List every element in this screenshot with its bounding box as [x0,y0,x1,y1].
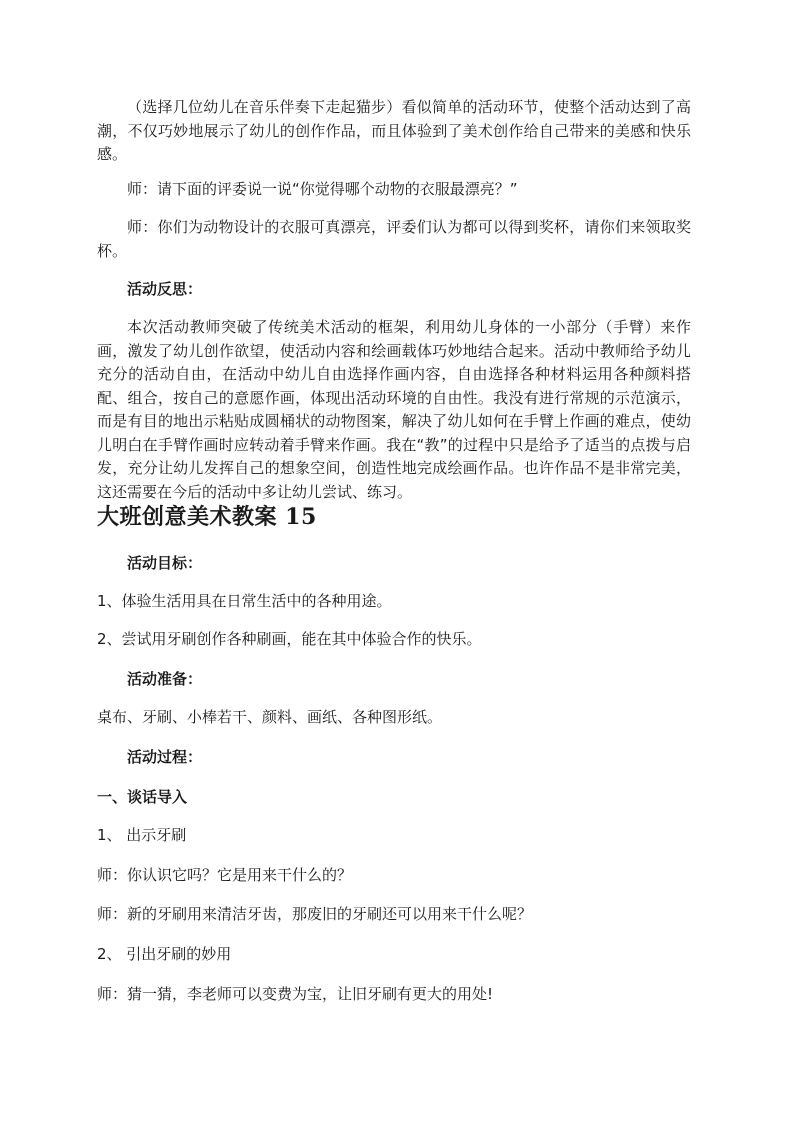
judges-question-paragraph: 师：请下面的评委说一说“你觉得哪个动物的衣服最漂亮？” [127,180,518,198]
teacher-question-3: 师：猜一猜，李老师可以变费为宝，让旧牙刷有更大的用处! [97,985,494,1003]
section-title: 大班创意美术教案 15 [97,504,317,530]
reflection-heading: 活动反思： [127,280,203,298]
step-1-2: 2、 引出牙刷的妙用 [97,945,232,963]
step-1-1: 1、 出示牙刷 [97,826,187,844]
preparation-heading: 活动准备： [127,670,203,688]
trophy-paragraph: 师：你们为动物设计的衣服可真漂亮，评委们认为都可以得到奖杯，请你们来领取奖杯。 [97,218,691,260]
goals-heading: 活动目标： [127,554,203,572]
intro-paragraph: （选择几位幼儿在音乐伴奏下走起猫步）看似简单的活动环节，使整个活动达到了高潮，不仅巧妙地展示了幼儿的创作作品，而且体验到了美术创作给自己带来的美感和快乐感。 [97,98,691,163]
process-heading: 活动过程： [127,748,203,766]
teacher-question-1: 师：你认识它吗？它是用来干什么的？ [97,866,353,884]
step-1-heading: 一、谈话导入 [97,788,188,806]
reflection-body: 本次活动教师突破了传统美术活动的框架，利用幼儿身体的一小部分（手臂）来作画，激发了幼儿创作欲望，使活动内容和绘画载体巧妙地结合起来。活动中教师给予幼儿充分的活动自由，在活动中幼儿自由选择作画内容，自由选择各种材料运用各种颜料搭配、组合，按自己的意愿作画，体现出活动环境的自由性。我没有进行常规的示范演示，而是有目的地出示粘贴成圆桶状的动物图案，解决了幼儿如何在手臂上作画的难点，使幼儿明白在手臂作画时应转动着手臂来作画。我在“教”的过程中只是给予了适当的点拨与启发，充分让幼儿发挥自己的想象空间，创造性地完成绘画作品。也许作品不是非常完美，这还需要在今后的活动中多让幼儿尝试、练习。 [97,318,691,501]
teacher-question-2: 师：新的牙刷用来清洁牙齿，那废旧的牙刷还可以用来干什么呢？ [97,905,533,923]
goal-item-1: 1、体验生活用具在日常生活中的各种用途。 [97,592,392,610]
goal-item-2: 2、尝试用牙刷创作各种刷画，能在其中体验合作的快乐。 [97,630,482,648]
preparation-body: 桌布、牙刷、小棒若干、颜料、画纸、各种图形纸。 [97,708,443,726]
